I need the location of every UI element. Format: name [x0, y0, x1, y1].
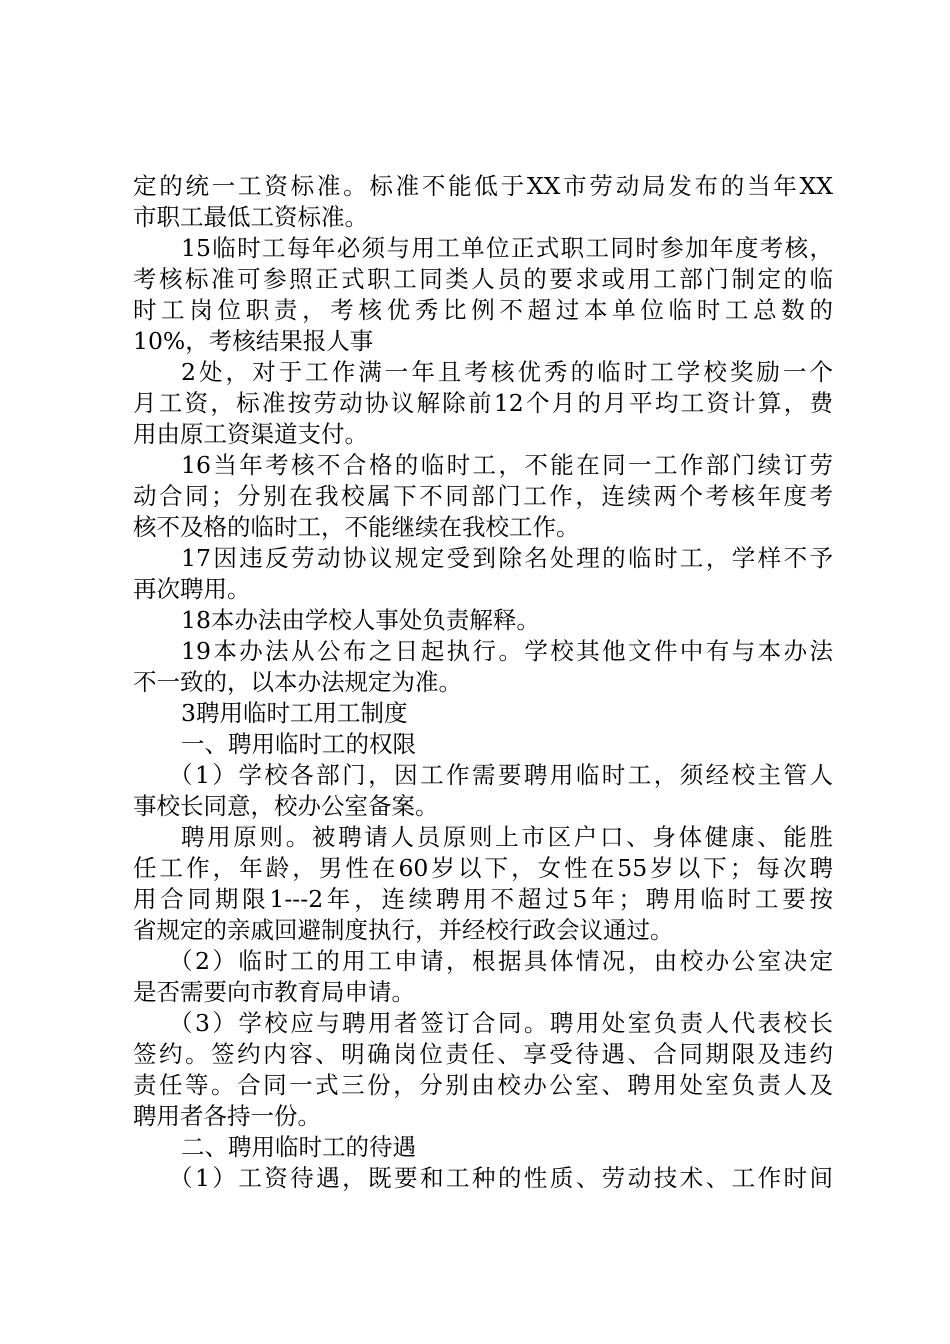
text-line: 核不及格的临时工，不能继续在我校工作。: [133, 513, 580, 541]
text-line: 任工作，年龄，男性在60岁以下，女性在55岁以下；每次聘: [133, 854, 833, 882]
text-line: 考核标准可参照正式职工同类人员的要求或用工部门制定的临: [133, 265, 833, 293]
text-line: 动合同；分别在我校属下不同部门工作，连续两个考核年度考: [133, 482, 833, 510]
text-line: 时工岗位职责，考核优秀比例不超过本单位临时工总数的: [133, 296, 833, 324]
text-line: 市职工最低工资标准。: [133, 203, 368, 231]
text-line: 10%，考核结果报人事: [133, 327, 374, 355]
text-line: 17因违反劳动协议规定受到除名处理的临时工，学样不予: [181, 544, 833, 572]
text-line: （3）学校应与聘用者签订合同。聘用处室负责人代表校长: [169, 1009, 833, 1037]
text-line: 18本办法由学校人事处负责解释。: [181, 606, 540, 634]
text-line: 聘用者各持一份。: [133, 1102, 321, 1130]
section-heading: 一、聘用临时工的权限: [181, 730, 416, 758]
text-line: （1）学校各部门，因工作需要聘用临时工，须经校主管人: [169, 761, 833, 789]
document-body: [133, 171, 833, 1194]
text-line: 用由原工资渠道支付。: [133, 420, 368, 448]
text-line: 月工资，标准按劳动协议解除前12个月的月平均工资计算，费: [133, 389, 833, 417]
text-line: 19本办法从公布之日起执行。学校其他文件中有与本办法: [181, 637, 833, 665]
text-line: 再次聘用。: [133, 575, 251, 603]
text-line: 用合同期限1---2年，连续聘用不超过5年；聘用临时工要按: [133, 885, 833, 913]
text-line: 事校长同意，校办公室备案。: [133, 792, 439, 820]
text-line: 定的统一工资标准。标准不能低于XX市劳动局发布的当年XX: [133, 172, 833, 200]
text-line: 15临时工每年必须与用工单位正式职工同时参加年度考核，: [181, 234, 833, 262]
text-line: （1）工资待遇，既要和工种的性质、劳动技术、工作时间: [169, 1164, 833, 1192]
text-line: 是否需要向市教育局申请。: [133, 978, 415, 1006]
text-line: （2）临时工的用工申请，根据具体情况，由校办公室决定: [169, 947, 833, 975]
section-heading: 3聘用临时工用工制度: [181, 699, 408, 727]
text-line: 聘用原则。被聘请人员原则上市区户口、身体健康、能胜: [181, 823, 833, 851]
text-line: 不一致的，以本办法规定为准。: [133, 668, 462, 696]
text-line: 省规定的亲戚回避制度执行，并经校行政会议通过。: [133, 916, 674, 944]
text-line: 2处，对于工作满一年且考核优秀的临时工学校奖励一个: [181, 358, 833, 386]
text-line: 16当年考核不合格的临时工，不能在同一工作部门续订劳: [181, 451, 833, 479]
section-heading: 二、聘用临时工的待遇: [181, 1133, 416, 1161]
text-line: 责任等。合同一式三份，分别由校办公室、聘用处室负责人及: [133, 1071, 833, 1099]
text-line: 签约。签约内容、明确岗位责任、享受待遇、合同期限及违约: [133, 1040, 833, 1068]
